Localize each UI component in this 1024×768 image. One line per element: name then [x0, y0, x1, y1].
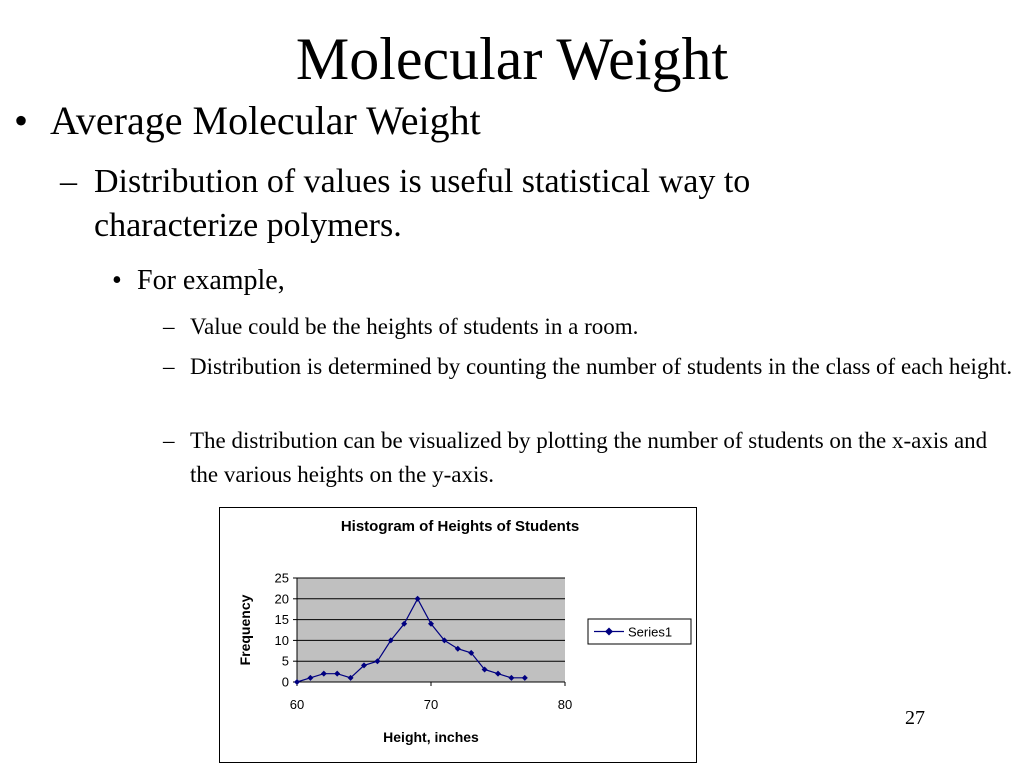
bullet-text: Distribution of values is useful statistical way to characterize polymers.: [94, 163, 751, 244]
x-tick-label-60: 60: [289, 697, 305, 712]
dash-marker: –: [60, 163, 77, 200]
y-tick-label-5: 5: [281, 653, 289, 669]
subitem-text: The distribution can be visualized by plotting the number of students on the x-axis and the various heights on the y-axis.: [190, 428, 988, 487]
chart-title: Histogram of Heights of Students: [340, 518, 580, 535]
bullet-marker: •: [112, 265, 122, 296]
legend-series1-label: Series1: [628, 624, 673, 640]
y-axis-label: Frequency: [237, 594, 253, 666]
chart-legend: [588, 619, 691, 644]
bullet-text: For example,: [137, 265, 285, 296]
y-tick-label-15: 15: [274, 612, 289, 628]
histogram-chart: [219, 507, 697, 763]
subitem-text: Distribution is determined by counting the number of students in the class of each height.: [190, 354, 1013, 379]
x-tick-label-70: 70: [423, 697, 439, 712]
y-tick-labels: [275, 571, 289, 690]
plot-area: [297, 578, 565, 682]
bullet-marker: •: [14, 98, 29, 143]
x-tick-labels: [290, 697, 572, 712]
dash-marker: –: [163, 428, 175, 453]
x-tick-label-80: 80: [557, 697, 573, 712]
y-tick-label-20: 20: [274, 591, 289, 607]
chart-svg: [220, 508, 696, 762]
dash-marker: –: [163, 314, 175, 339]
page-number: 27: [905, 707, 925, 729]
y-tick-label-0: 0: [281, 674, 289, 690]
y-tick-label-10: 10: [274, 632, 289, 648]
dash-marker: –: [163, 354, 175, 379]
x-axis-label: Height, inches: [383, 729, 479, 745]
subitem-text: Value could be the heights of students in a room.: [190, 314, 639, 339]
y-tick-label-25: 25: [274, 570, 289, 586]
slide-title: Molecular Weight: [295, 26, 729, 92]
bullet-text: Average Molecular Weight: [50, 98, 481, 143]
